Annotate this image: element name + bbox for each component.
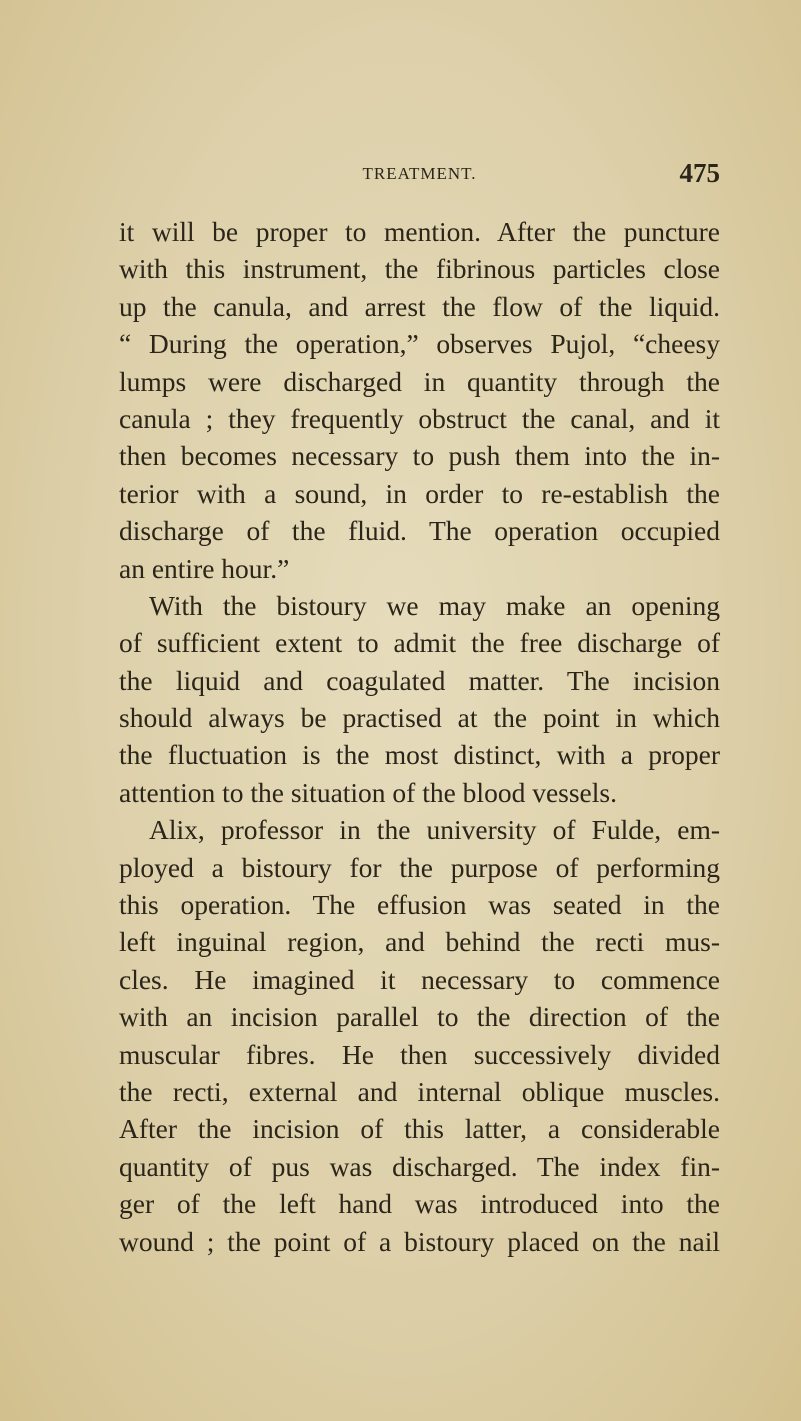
running-title: TREATMENT. — [362, 164, 477, 183]
text-line: wound ; the point of a bistoury placed on the nail — [119, 1225, 720, 1257]
text-line: left inguinal region, and behind the recti mus- — [119, 926, 720, 958]
text-line: Alix, professor in the university of Fulde, em- — [149, 814, 720, 846]
text-line: it will be proper to mention. After the puncture — [119, 216, 720, 247]
text-line: with this instrument, the fibrinous particles close — [119, 253, 720, 285]
text-line: with an incision parallel to the direction of the — [119, 1001, 720, 1033]
text-line: should always be practised at the point in which — [119, 702, 720, 734]
text-line: the liquid and coagulated matter. The incision — [119, 664, 720, 696]
text-line: ployed a bistoury for the purpose of performing — [119, 851, 720, 883]
text-line: cles. He imagined it necessary to commence — [119, 963, 720, 995]
text-line: the recti, external and internal oblique muscles. — [119, 1075, 720, 1107]
text-line: attention to the situation of the blood vessels. — [119, 776, 617, 808]
text-line: ger of the left hand was introduced into the — [119, 1188, 720, 1220]
text-line: “ During the operation,” observes Pujol, “cheesy — [119, 328, 720, 360]
text-line: muscular fibres. He then successively divided — [119, 1038, 720, 1070]
text-line: the fluctuation is the most distinct, with a proper — [119, 739, 720, 771]
page-number: 475 — [679, 158, 720, 188]
text-line: up the canula, and arrest the flow of the liquid. — [119, 290, 720, 322]
text-line: lumps were discharged in quantity through the — [119, 365, 720, 397]
text-line: canula ; they frequently obstruct the canal, and it — [119, 402, 720, 434]
text-line: After the incision of this latter, a considerable — [119, 1113, 720, 1145]
body-text — [119, 213, 720, 1260]
text-line: this operation. The effusion was seated in the — [119, 889, 720, 921]
text-line: of sufficient extent to admit the free discharge of — [119, 627, 720, 659]
text-line: then becomes necessary to push them into the in- — [119, 440, 720, 472]
text-line: terior with a sound, in order to re-establish the — [119, 477, 720, 509]
text-line: quantity of pus was discharged. The index fin- — [119, 1150, 720, 1182]
page-header — [119, 158, 720, 188]
text-line: discharge of the fluid. The operation occupied — [119, 515, 720, 547]
text-line: an entire hour.” — [119, 552, 290, 584]
text-line: With the bistoury we may make an opening — [149, 589, 720, 621]
